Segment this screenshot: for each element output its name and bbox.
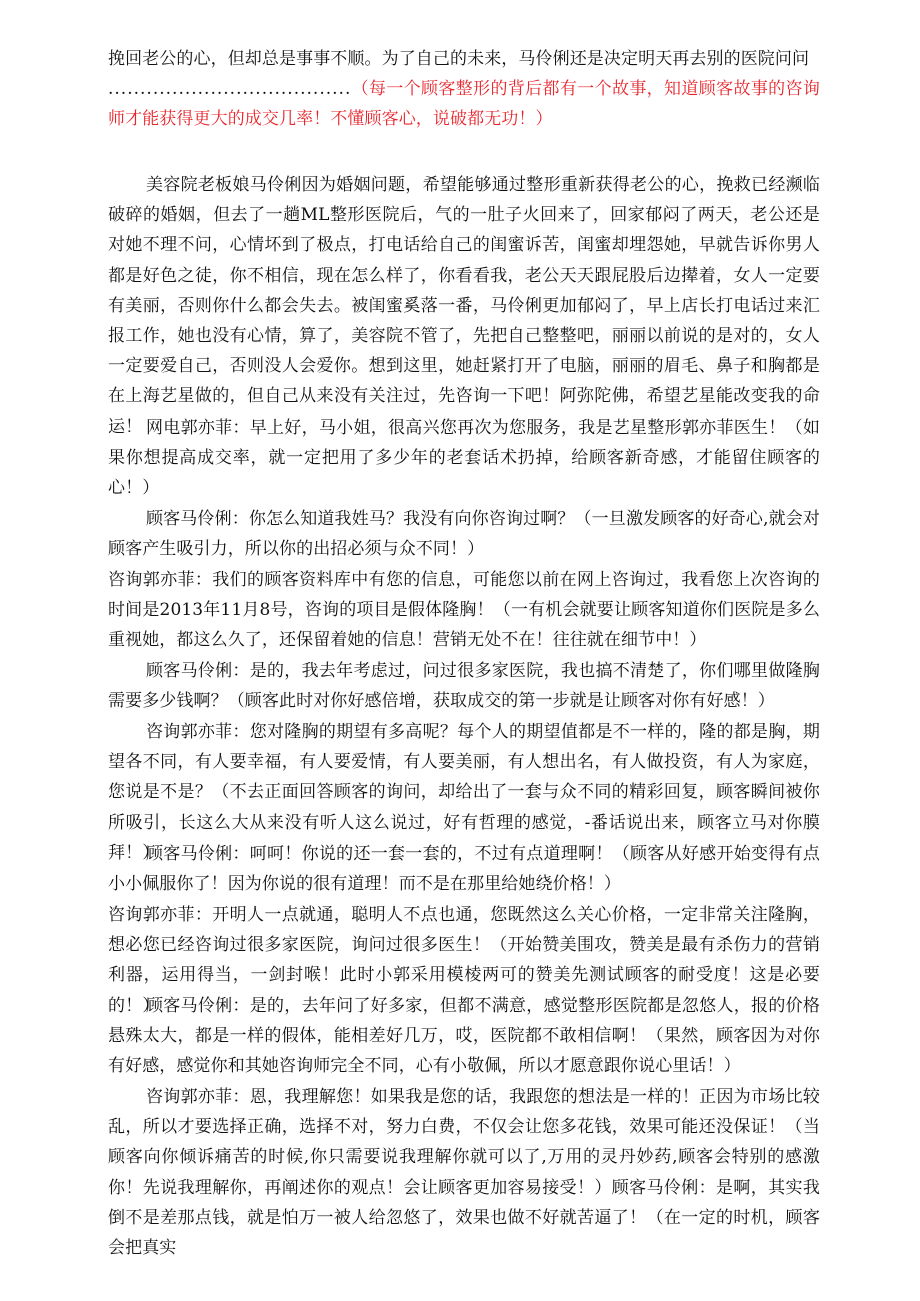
- dialogue-paragraph: 咨询郭亦菲：您对隆胸的期望有多高呢？每个人的期望值都是不一样的，隆的都是胸，期望各不同，有人要幸福，有人要爱情，有人要美丽，有人想出名，有人做投资，有人为家庭，您说是不是？（不去正面回答顾客的询问，却给出了一套与众不同的精彩回复，顾客瞬间被你所吸引，长这么大从来没有听人这么说过，好有哲理的感觉，-番话说出来，顾客立马对你膜拜！）: [108, 722, 820, 863]
- dialogue-paragraph: 咨询郭亦菲：开明人一点就通，聪明人不点也通，您既然这么关心价格，一定非常关注隆胸，想必您已经咨询过很多家医院，询问过很多医生！（开始赞美围攻，赞美是最有杀伤力的营销利器，运用得当，一剑封喉！此时小郭采用模棱两可的赞美先测试顾客的耐受度！这是必要的！）: [108, 905, 820, 1016]
- dialogue-paragraph: 顾客马伶俐：是的，我去年考虑过，问过很多家医院，我也搞不清楚了，你们哪里做隆胸需要多少钱啊？（顾客此时对你好感倍增，获取成交的第一步就是让顾客对你有好感！）: [108, 661, 820, 712]
- dialogue-paragraph: 咨询郭亦菲：我们的顾客资料库中有您的信息，可能您以前在网上咨询过，我看您上次咨询的时间是2013年11月8号，咨询的项目是假体隆胸！（一有机会就要让顾客知道你们医院是多么重视她，都这么久了，还保留着她的信息！营销无处不在！往往就在细节中！）: [108, 570, 820, 651]
- red-annotation: （每一个顾客整形的背后都有一个故事，知道顾客故事的咨询师才能获得更大的成交几率！不懂顾客心，说破都无功！）: [108, 79, 820, 130]
- dialogue-paragraph: 顾客马伶俐：呵呵！你说的还一套一套的，不过有点道理啊！（顾客从好感开始变得有点小小佩服你了！因为你说的很有道理！而不是在那里给她绕价格！）: [108, 844, 820, 895]
- dialogue-paragraph: 网电郭亦菲：早上好，马小姐，很高兴您再次为您服务，我是艺星整形郭亦菲医生！（如果你想提高成交率，就一定把用了多少年的老套话术扔掉，给顾客新奇感，才能留住顾客的心！）: [108, 418, 820, 499]
- dialogue-paragraph: 咨询郭亦菲：恩，我理解您！如果我是您的话，我跟您的想法是一样的！正因为市场比较乱，所以才要选择正确，选择不对，努力白费，不仅会让您多花钱，效果可能还没保证！（当顾客向你倾诉痛苦的时候,你只需要说我理解你就可以了,万用的灵丹妙药,顾客会特别的感激你！先说我理解你，再阐述你的观点！会让顾客更加容易接受！）顾客马伶俐：是啊，其实我倒不是差那点钱，就是怕万一被人给忽悠了，效果也做不好就苦逼了！（在一定的时机，顾客会把真实: [108, 1087, 820, 1259]
- dialogue-paragraph: 顾客马伶俐：是的，去年问了好多家，但都不满意，感觉整形医院都是忽悠人，报的价格悬殊太大，都是一样的假体，能相差好几万，哎，医院都不敢相信啊！（果然，顾客因为对你有好感，感觉你和其她咨询师完全不同，心有小敬佩，所以才愿意跟你说心里话！）: [108, 996, 820, 1077]
- story-paragraph: 美容院老板娘马伶俐因为婚姻问题，希望能够通过整形重新获得老公的心，挽救已经濒临破碎的婚姻，但去了一趟ML整形医院后，气的一肚子火回来了，回家郁闷了两天，老公还是对她不理不问，心情坏到了极点，打电话给自己的闺蜜诉苦，闺蜜却埋怨她，早就告诉你男人都是好色之徒，你不相信，现在怎么样了，你看看我，老公天天跟屁股后边撵着，女人一定要有美丽，否则你什么都会失去。被闺蜜奚落一番，马伶俐更加郁闷了，早上店长打电话过来汇报工作，她也没有心情，算了，美容院不管了，先把自己整整吧，丽丽以前说的是对的，女人一定要爱自己，否则没人会爱你。想到这里，她赶紧打开了电脑，丽丽的眉毛、鼻子和胸都是在上海艺星做的，但自己从来没有关注过，先咨询一下吧！阿弥陀佛，希望艺星能改变我的命运！: [108, 175, 820, 437]
- dialogue-paragraph: 顾客马伶俐：你怎么知道我姓马？我没有向你咨询过啊？（一旦激发顾客的好奇心,就会对顾客产生吸引力，所以你的出招必须与众不同！）: [108, 509, 820, 560]
- ellipsis-dots: ......................................: [108, 79, 352, 100]
- intro-text: 挽回老公的心，但却总是事事不顺。为了自己的未来，马伶俐还是决定明天再去别的医院问问: [108, 49, 810, 69]
- intro-paragraph: [108, 44, 820, 135]
